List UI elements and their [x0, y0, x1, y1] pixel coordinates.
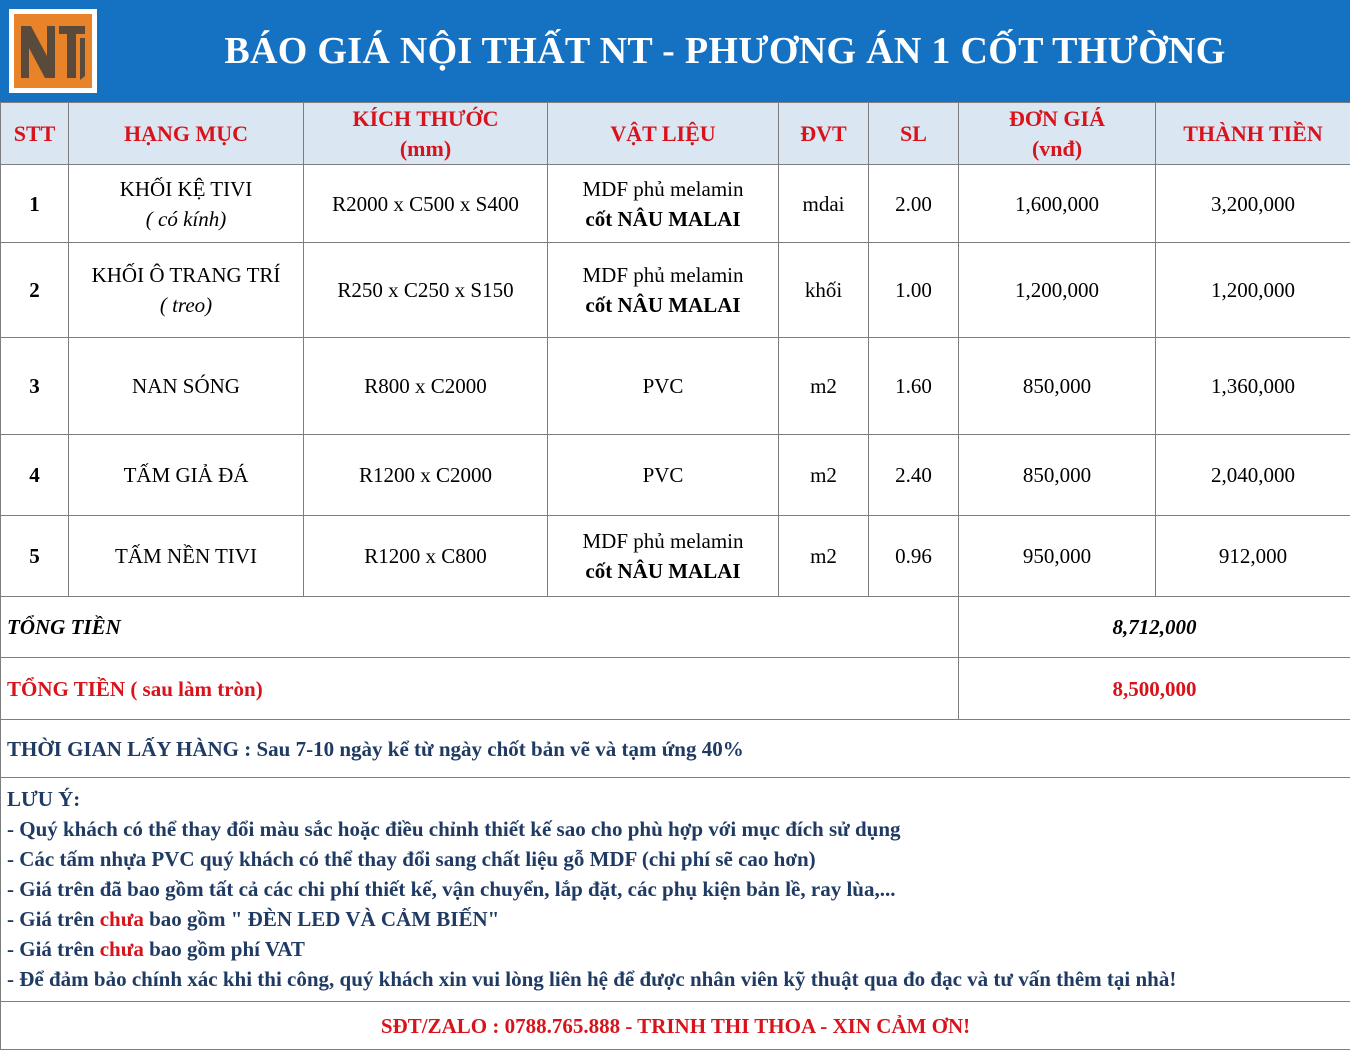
note-line: - Để đảm bảo chính xác khi thi công, quý khách xin vui lòng liên hệ để được nhân viên kỹ thuật qua đo đạc và tư vấn thêm tại nhà! [7, 967, 1177, 991]
row-item: NAN SÓNG [69, 338, 304, 435]
row-stt: 2 [1, 243, 69, 338]
row-amount: 1,360,000 [1156, 338, 1350, 435]
row-stt: 4 [1, 435, 69, 516]
header-size-line2: (mm) [399, 135, 452, 161]
row-price: 950,000 [959, 516, 1156, 597]
note-line: - Quý khách có thể thay đổi màu sắc hoặc điều chỉnh thiết kế sao cho phù hợp với mục đích sử dụng [7, 817, 901, 841]
row-qty: 2.40 [869, 435, 959, 516]
row-size: R1200 x C800 [304, 516, 548, 597]
header-unit: ĐVT [779, 103, 869, 165]
table-row [1, 165, 1350, 243]
material-core: cốt NÂU MALAI [585, 559, 741, 583]
row-item [69, 165, 304, 243]
delivery-row [1, 720, 1350, 778]
row-unit: m2 [779, 338, 869, 435]
table-row [1, 243, 1350, 338]
row-price: 850,000 [959, 338, 1156, 435]
header-stt: STT [1, 103, 69, 165]
row-stt: 3 [1, 338, 69, 435]
header-item: HẠNG MỤC [69, 103, 304, 165]
total-label: TỔNG TIỀN [1, 597, 959, 658]
row-size: R2000 x C500 x S400 [304, 165, 548, 243]
note-highlight: chưa [99, 907, 144, 931]
row-material [548, 243, 779, 338]
table-header-row [1, 103, 1350, 165]
header-amount: THÀNH TIỀN [1156, 103, 1350, 165]
note-line: - Các tấm nhựa PVC quý khách có thể thay đổi sang chất liệu gỗ MDF (chi phí sẽ cao hơn) [7, 847, 816, 871]
delivery-time: THỜI GIAN LẤY HÀNG : Sau 7-10 ngày kể từ ngày chốt bản vẽ và tạm ứng 40% [1, 720, 1350, 778]
header-size [304, 103, 548, 165]
table-row [1, 516, 1350, 597]
header-price [959, 103, 1156, 165]
material-name: MDF phủ melamin [582, 176, 744, 201]
row-size: R250 x C250 x S150 [304, 243, 548, 338]
quote-table [0, 102, 1350, 1050]
total-rounded-value: 8,500,000 [959, 658, 1350, 720]
note-line [7, 904, 1350, 934]
note-line [7, 934, 1350, 964]
row-size: R1200 x C2000 [304, 435, 548, 516]
row-amount: 1,200,000 [1156, 243, 1350, 338]
material-core: cốt NÂU MALAI [585, 206, 741, 231]
row-item: TẤM NỀN TIVI [69, 516, 304, 597]
row-unit: mdai [779, 165, 869, 243]
header-price-line1: ĐƠN GIÁ [1009, 105, 1105, 131]
row-qty: 1.00 [869, 243, 959, 338]
row-amount: 912,000 [1156, 516, 1350, 597]
item-name: KHỐI Ô TRANG TRÍ [91, 263, 281, 287]
row-qty: 1.60 [869, 338, 959, 435]
note-highlight: chưa [99, 937, 144, 961]
material-name: MDF phủ melamin [582, 263, 744, 287]
title-banner [0, 0, 1350, 102]
table-row [1, 338, 1350, 435]
row-material: PVC [548, 435, 779, 516]
header-size-line1: KÍCH THƯỚC [352, 105, 499, 131]
table-row [1, 435, 1350, 516]
note-text: - Giá trên [7, 937, 100, 961]
item-note: ( có kính) [145, 206, 227, 231]
row-qty: 0.96 [869, 516, 959, 597]
nt-logo-icon [9, 9, 97, 93]
row-price: 1,200,000 [959, 243, 1156, 338]
header-qty: SL [869, 103, 959, 165]
note-text: bao gồm phí VAT [143, 937, 305, 961]
row-material [548, 165, 779, 243]
row-amount: 3,200,000 [1156, 165, 1350, 243]
notes-row [1, 778, 1350, 1002]
material-name: MDF phủ melamin [582, 529, 744, 553]
note-line: - Giá trên đã bao gồm tất cả các chi phí thiết kế, vận chuyển, lắp đặt, các phụ kiện bản lề, ray lùa,... [7, 877, 896, 901]
row-qty: 2.00 [869, 165, 959, 243]
total-rounded-label: TỔNG TIỀN ( sau làm tròn) [1, 658, 959, 720]
page-title: BÁO GIÁ NỘI THẤT NT - PHƯƠNG ÁN 1 CỐT THƯỜNG [224, 30, 1226, 72]
total-rounded-row [1, 658, 1350, 720]
row-item: TẤM GIẢ ĐÁ [69, 435, 304, 516]
footer-contact: SĐT/ZALO : 0788.765.888 - TRINH THI THOA - XIN CẢM ƠN! [1, 1002, 1350, 1050]
row-unit: m2 [779, 435, 869, 516]
total-value: 8,712,000 [959, 597, 1350, 658]
notes-title: LƯU Ý: [7, 787, 81, 811]
header-price-line2: (vnđ) [1031, 135, 1083, 161]
item-name: KHỐI KỆ TIVI [119, 176, 253, 201]
header-material: VẬT LIỆU [548, 103, 779, 165]
item-note: ( treo) [159, 293, 213, 317]
row-unit: khối [779, 243, 869, 338]
material-core: cốt NÂU MALAI [585, 293, 741, 317]
row-stt: 1 [1, 165, 69, 243]
row-material: PVC [548, 338, 779, 435]
row-material [548, 516, 779, 597]
row-price: 1,600,000 [959, 165, 1156, 243]
row-item [69, 243, 304, 338]
footer-row [1, 1002, 1350, 1050]
row-amount: 2,040,000 [1156, 435, 1350, 516]
row-stt: 5 [1, 516, 69, 597]
note-text: - Giá trên [7, 907, 100, 931]
row-price: 850,000 [959, 435, 1156, 516]
note-text: bao gồm " ĐÈN LED VÀ CẢM BIẾN" [143, 907, 500, 931]
row-size: R800 x C2000 [304, 338, 548, 435]
row-unit: m2 [779, 516, 869, 597]
total-row [1, 597, 1350, 658]
notes-box [1, 778, 1350, 1002]
